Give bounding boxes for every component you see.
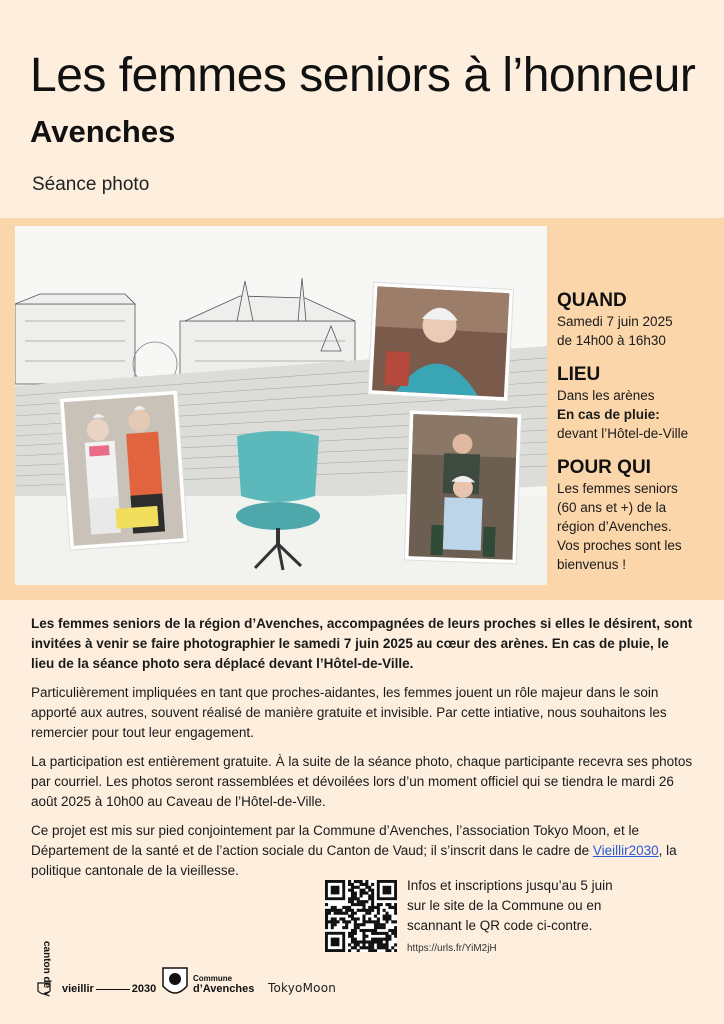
page-subtitle: Avenches <box>30 114 176 149</box>
qr-url[interactable]: https://urls.fr/YiM2jH <box>407 943 497 954</box>
who-line-1: Les femmes seniors <box>557 481 678 496</box>
partner-logos <box>0 935 724 1015</box>
paragraph-2: Particulièrement impliquées en tant que proches-aidantes, les femmes jouent un rôle majeur dans le soin apporté aux autres, souvent réalisé de manière gratuite et invisible. Par cette intiative, nous souhaitons les remercier pour tout leur engagement. <box>31 685 667 740</box>
event-info <box>557 290 717 574</box>
qr-info-line-1: Infos et inscriptions jusqu’au 5 juin <box>407 878 613 893</box>
commune-logo-small: Commune <box>193 974 233 983</box>
vieillir-logo-left: vieillir <box>62 983 94 995</box>
header <box>0 0 724 218</box>
qr-info-line-3: scannant le QR code ci-contre. <box>407 918 593 933</box>
collage-image <box>15 226 547 585</box>
qr-info <box>407 876 647 936</box>
paragraph-4-after: , la politique cantonale de la vieillesse. <box>31 843 677 878</box>
where-rain-place: devant l’Hôtel-de-Ville <box>557 426 689 441</box>
vieillir2030-link[interactable]: Vieillir2030 <box>592 843 659 858</box>
page-title: Les femmes seniors à l’honneur <box>30 49 696 102</box>
canton-vaud-logo-text: canton de vaud <box>41 941 52 997</box>
paragraph-4-before: Ce projet est mis sur pied conjointement par la Commune d’Avenches, l’association Tokyo Moon, et le Département de la santé et de l’action sociale du Canton de Vaud; il s’inscrit dans le cadre de <box>31 823 640 858</box>
tokyomoon-logo: TokyoMoon <box>268 981 337 995</box>
where-place: Dans les arènes <box>557 388 655 403</box>
paragraph-3: La participation est entièrement gratuite. À la suite de la séance photo, chaque participante recevra ses photos par courriel. Les photos seront rassemblées et dévoilées lors d’un moment officiel qui se tiendra le mardi 26 août 2025 à 10h00 au Caveau de l’Hôtel-de-Ville. <box>31 754 693 809</box>
when-heading: QUAND <box>557 290 627 311</box>
qr-info-line-2: sur le site de la Commune ou en <box>407 898 602 913</box>
vieillir2030-logo <box>62 983 156 995</box>
vieillir-logo-right: 2030 <box>131 983 157 995</box>
where-rain-label: En cas de pluie: <box>557 407 660 422</box>
event-kicker: Séance photo <box>32 174 150 195</box>
body-text <box>31 614 695 890</box>
lead-paragraph: Les femmes seniors de la région d’Avenches, accompagnées de leurs proches si elles le désirent, sont invitées à venir se faire photographier le samedi 7 juin 2025 au cœur des arènes. En cas de pluie, le lieu de la séance photo sera déplacé devant l’Hôtel-de-Ville. <box>31 616 693 671</box>
who-heading: POUR QUI <box>557 457 651 478</box>
paragraph-4 <box>31 821 695 881</box>
commune-logo-big: d’Avenches <box>193 983 255 995</box>
who-line-5: bienvenus ! <box>557 557 627 572</box>
avenches-crest-icon <box>161 966 189 1000</box>
when-time: de 14h00 à 16h30 <box>557 333 666 348</box>
where-heading: LIEU <box>557 364 601 385</box>
who-line-4: Vos proches sont les <box>557 538 682 553</box>
who-line-2: (60 ans et +) de la <box>557 500 667 515</box>
commune-avenches-logo <box>161 966 261 1000</box>
who-line-3: région d’Avenches. <box>557 519 672 534</box>
canton-vaud-logo <box>34 939 54 997</box>
when-date: Samedi 7 juin 2025 <box>557 314 673 329</box>
